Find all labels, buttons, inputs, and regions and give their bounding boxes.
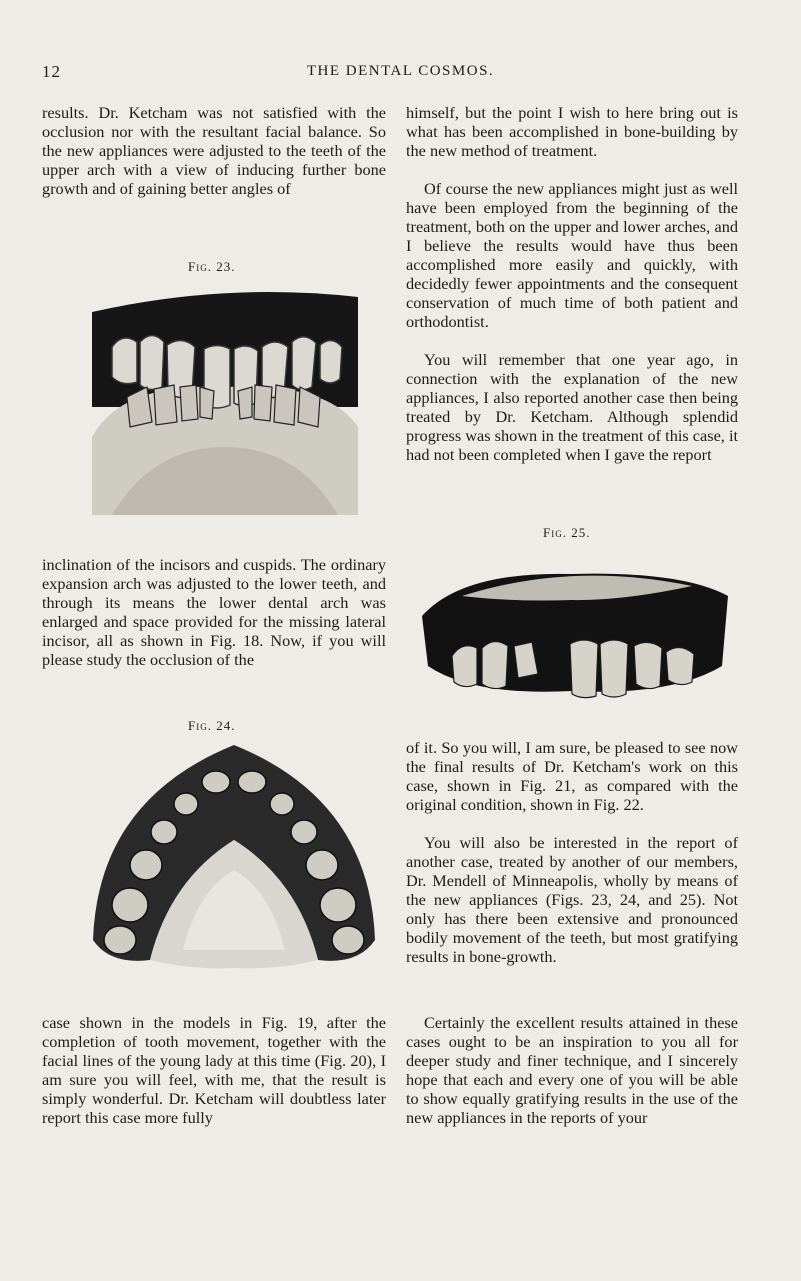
left-paragraph-1: results. Dr. Ketcham was not satisfied with the occlusion nor with the resultant facial balance. So the new appliances were adjusted to the teeth of the upper arch with a view of inducing further bone growth and of gaining better angles of: [42, 103, 386, 199]
fig-25-caption: Fig. 25.: [543, 525, 591, 540]
right-paragraph-4: of it. So you will, I am sure, be pleased to see now the final results of Dr. Ketcham's work on this case, shown in Fig. 21, as compared with the original condition, shown in Fig. 22.: [406, 738, 738, 815]
fig-23-image: [92, 287, 358, 515]
right-paragraph-1: himself, but the point I wish to here bring out is what has been accomplished in bone-building by the new method of treatment.: [406, 103, 738, 161]
right-paragraph-6: Certainly the excellent results attained in these cases ought to be an inspiration to you all for deeper study and finer technique, and I sincerely hope that each and every one of you will be able to show equally gratifying results in the use of the new appliances in the reports of your: [406, 1013, 738, 1128]
right-paragraph-5: You will also be interested in the report of another case, treated by another of our members, Dr. Mendell of Minneapolis, wholly by means of the new appliances (Figs. 23, 24, and 25). Not only has there been extensive and pronounced bodily movement of the teeth, but most gratifying results in bone-growth.: [406, 833, 738, 967]
right-paragraph-3: You will remember that one year ago, in connection with the explanation of the new appliances, I also reported another case then being treated by Dr. Ketcham. Although splendid progress was shown in the treatment of this case, it had not been completed when I gave the report: [406, 350, 738, 465]
running-header: [0, 62, 801, 84]
left-paragraph-3: case shown in the models in Fig. 19, after the completion of tooth movement, together with the facial lines of the young lady at this time (Fig. 20), I am sure you will feel, with me, that the result is simply wonderful. Dr. Ketcham will doubtless later report this case more fully: [42, 1013, 386, 1128]
left-paragraph-2: inclination of the incisors and cuspids. The ordinary expansion arch was adjusted to the lower teeth, and through its means the lower dental arch was enlarged and space provided for the missing lateral incisor, all as shown in Fig. 18. Now, if you will please study the occlusion of the: [42, 555, 386, 670]
running-head: THE DENTAL COSMOS.: [306, 63, 495, 79]
right-paragraph-2: Of course the new appliances might just as well have been employed from the beginning of the treatment, both on the upper and lower arches, and I believe the results would have thus been accomplished more easily and quickly, with decidedly fewer appointments and the consequent conservation of much time of both patient and orthodontist.: [406, 179, 738, 332]
fig-23-caption: Fig. 23.: [188, 259, 236, 274]
fig-25-image: [422, 556, 728, 702]
page-number: 12: [42, 62, 61, 81]
fig-24-caption: Fig. 24.: [188, 718, 236, 733]
fig-24-image: [88, 740, 380, 970]
